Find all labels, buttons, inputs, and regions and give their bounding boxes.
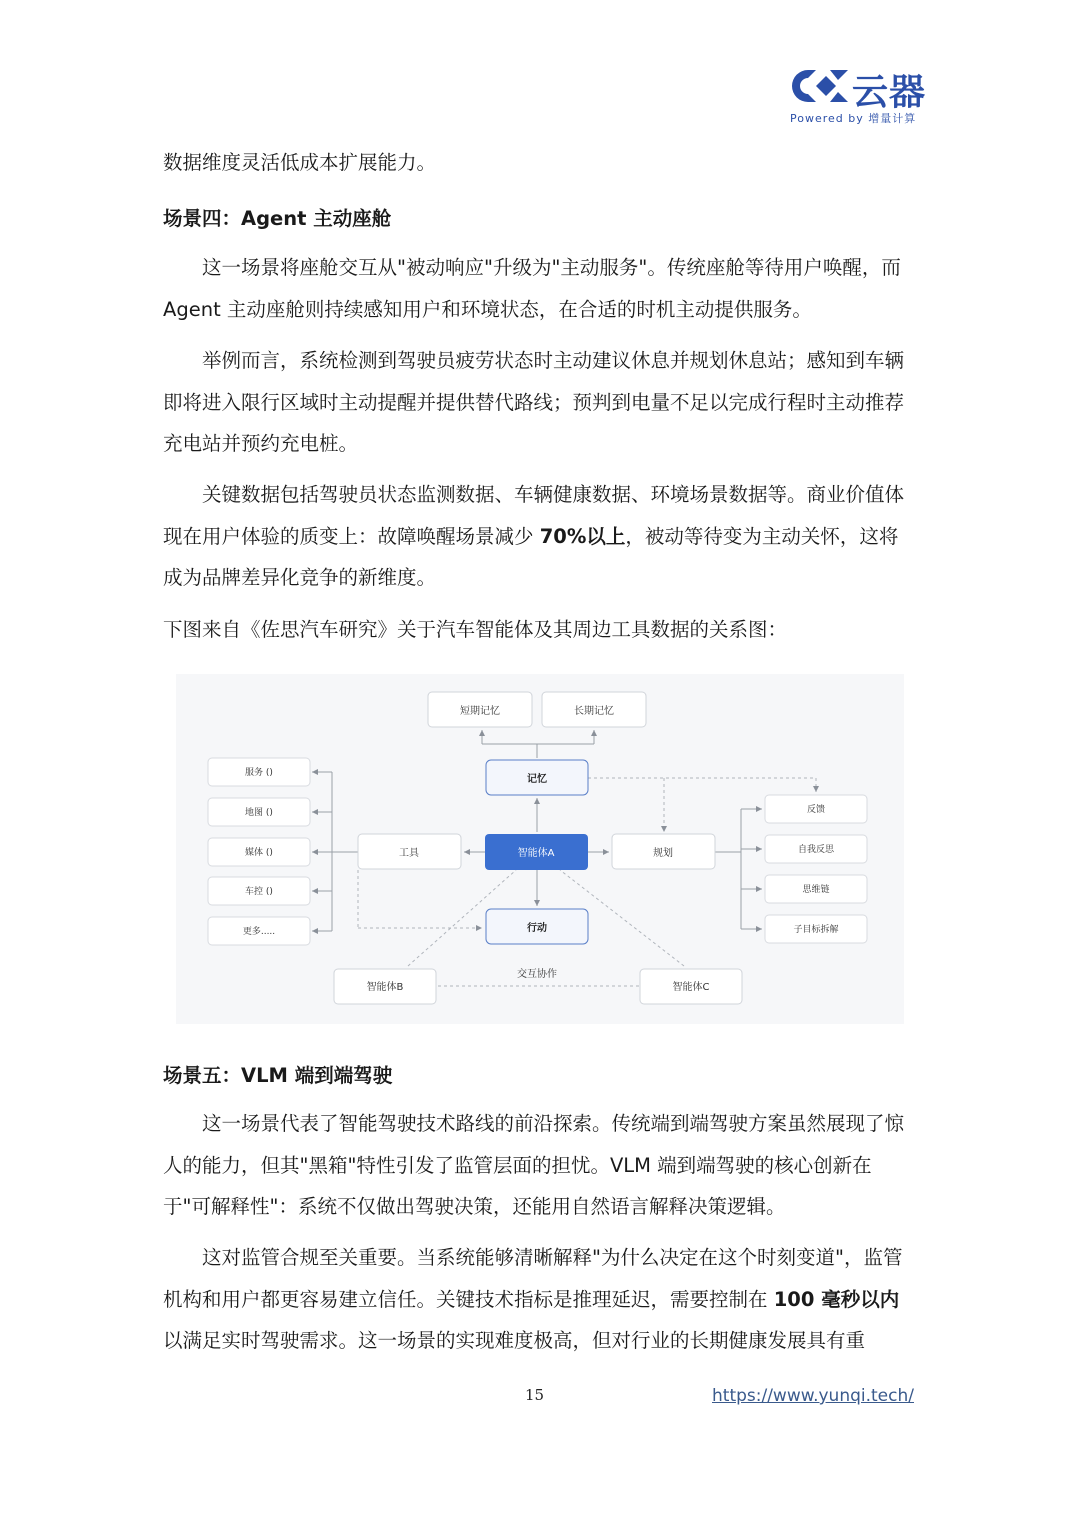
svg-text:短期记忆: 短期记忆 — [460, 706, 500, 717]
agent-relationship-diagram — [176, 674, 904, 1024]
heading-scene-5: 场景五：VLM 端到端驾驶 — [163, 1064, 393, 1087]
svg-text:智能体B: 智能体B — [366, 982, 404, 993]
svg-text:思维链: 思维链 — [802, 885, 830, 895]
plan-item — [765, 795, 867, 823]
svg-text:子目标拆解: 子目标拆解 — [793, 925, 839, 935]
svg-text:更多.....: 更多..... — [242, 927, 276, 937]
logo-text: 云器 — [852, 72, 927, 113]
paragraph-continuation: 数据维度灵活低成本扩展能力。 — [163, 151, 437, 174]
plan-item — [765, 835, 867, 863]
agent-a-node — [485, 834, 588, 870]
svg-text:服务 (): 服务 () — [245, 768, 273, 778]
tool-item — [208, 838, 310, 866]
tool-item — [208, 798, 310, 826]
paragraph-5: 这一场景代表了智能驾驶技术路线的前沿探索。传统端到端驾驶方案虽然展现了惊人的能力，但其"黑箱"特性引发了监管层面的担忧。VLM 端到端驾驶的核心创新在于"可解释性"：系统不仅做出驾驶决策，还能用自然语言解释决策逻辑。 — [163, 1112, 905, 1218]
heading-scene-4: 场景四：Agent 主动座舱 — [163, 207, 392, 230]
paragraph-3: 关键数据包括驾驶员状态监测数据、车辆健康数据、环境场景数据等。商业价值体现在用户体验的质变上：故障唤醒场景减少 70%以上，被动等待变为主动关怀，这将成为品牌差异化竞争的新维度。 — [163, 483, 905, 589]
brand-logo — [786, 62, 926, 126]
svg-text:智能体A: 智能体A — [517, 848, 555, 859]
svg-text:长期记忆: 长期记忆 — [574, 706, 614, 717]
paragraph-2: 举例而言，系统检测到驾驶员疲劳状态时主动建议休息并规划休息站；感知到车辆即将进入限行区域时主动提醒并提供替代路线；预判到电量不足以完成行程时主动推荐充电站并预约充电桩。 — [163, 349, 905, 455]
svg-text:智能体C: 智能体C — [672, 982, 710, 993]
tools-node — [358, 834, 461, 869]
plan-node — [612, 834, 715, 869]
memory-node — [486, 760, 588, 795]
figure-intro: 下图来自《佐思汽车研究》关于汽车智能体及其周边工具数据的关系图： — [163, 618, 788, 641]
svg-text:反馈: 反馈 — [806, 805, 826, 815]
agent-c-node — [640, 969, 742, 1004]
svg-text:地图 (): 地图 () — [245, 808, 273, 818]
page-number: 15 — [525, 1386, 545, 1404]
paragraph-6: 这对监管合规至关重要。当系统能够清晰解释"为什么决定在这个时刻变道"，监管机构和用户都更容易建立信任。关键技术指标是推理延迟，需要控制在 100 毫秒以内以满足实时驾驶需求。这一场景的实现难度极高，但对行业的长期健康发展具有重 — [163, 1246, 903, 1352]
short-memory-node — [428, 692, 532, 727]
plan-item — [765, 915, 867, 943]
svg-text:自我反思: 自我反思 — [797, 845, 835, 855]
svg-text:工具: 工具 — [399, 848, 419, 859]
tool-item — [208, 917, 310, 945]
collab-label: 交互协作 — [517, 969, 557, 980]
svg-text:规划: 规划 — [653, 848, 673, 859]
long-memory-node — [542, 692, 646, 727]
svg-text:记忆: 记忆 — [527, 774, 547, 785]
yunqi-logo-icon — [786, 66, 848, 106]
agent-b-node — [334, 969, 436, 1004]
action-node — [486, 909, 588, 944]
svg-text:车控 (): 车控 () — [245, 887, 273, 897]
tool-item — [208, 758, 310, 786]
plan-item — [765, 875, 867, 903]
svg-text:行动: 行动 — [527, 923, 547, 934]
website-link[interactable]: https://www.yunqi.tech/ — [712, 1386, 914, 1406]
svg-text:媒体 (): 媒体 () — [245, 848, 273, 858]
tool-item — [208, 877, 310, 905]
logo-subtitle: Powered by 增量计算 — [790, 112, 917, 125]
paragraph-1: 这一场景将座舱交互从"被动响应"升级为"主动服务"。传统座舱等待用户唤醒，而 Agent 主动座舱则持续感知用户和环境状态，在合适的时机主动提供服务。 — [163, 256, 901, 321]
